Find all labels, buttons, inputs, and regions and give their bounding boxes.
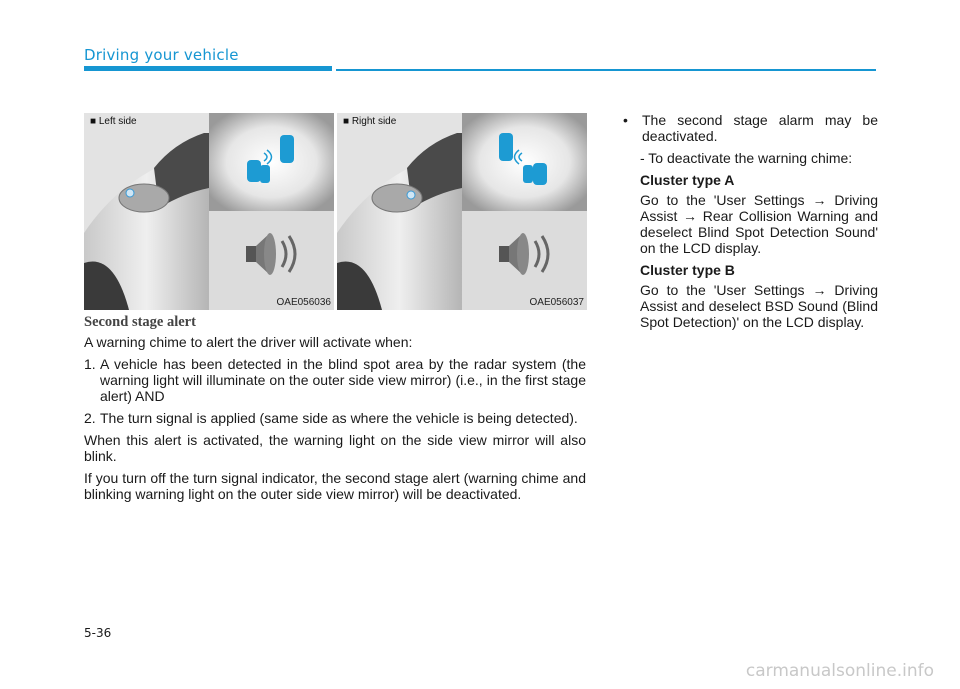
intro-paragraph: A warning chime to alert the driver will activate when: (84, 334, 413, 350)
section-title: Driving your vehicle (84, 46, 239, 64)
page-number: 5-36 (84, 626, 112, 640)
figure-label: ■ Right side (343, 116, 397, 127)
figure-label: ■ Left side (90, 116, 137, 127)
bullet-item (621, 112, 878, 144)
deactivate-instruction: - To deactivate the warning chime: (640, 150, 853, 166)
header-rule-thin (336, 69, 876, 71)
bullet-text: The second stage alarm may be deactivated. (642, 112, 878, 144)
cluster-b-text: Go to the 'User Settings → Driving Assist and deselect BSD Sound (Blind Spot Detection)' on the LCD display. (640, 282, 878, 330)
watermark: carmanualsonline.info (745, 661, 934, 681)
figure-left-side (84, 113, 334, 310)
body-paragraph: If you turn off the turn signal indicator, the second stage alert (warning chime and blinking warning light on the outer side view mirror) will be deactivated. (84, 470, 586, 502)
header-rule-thick (84, 66, 332, 71)
section-heading: Second stage alert (84, 314, 196, 330)
figure-left-illustration (84, 113, 334, 310)
list-item (84, 410, 586, 426)
main-text-column (84, 314, 586, 508)
cluster-b-heading: Cluster type B (640, 262, 735, 278)
list-text: The turn signal is applied (same side as where the vehicle is being detected). (100, 410, 578, 426)
cluster-a-heading: Cluster type A (640, 172, 735, 188)
body-paragraph: When this alert is activated, the warning light on the side view mirror will also blink. (84, 432, 586, 464)
list-number: 1. (84, 356, 96, 372)
list-item (84, 356, 586, 404)
bullet-icon: • (623, 112, 628, 128)
list-number: 2. (84, 410, 96, 426)
side-text-column (621, 112, 878, 336)
figure-right-side (337, 113, 587, 310)
cluster-a-text: Go to the 'User Settings → Driving Assist → Rear Collision Warning and deselect Blind Spot Detection Sound' on the LCD display. (640, 192, 878, 256)
figure-code: OAE056037 (529, 297, 584, 308)
figure-code: OAE056036 (276, 297, 331, 308)
list-text: A vehicle has been detected in the blind spot area by the radar system (the warning light will illuminate on the outer side view mirror) (i.e., in the first stage alert) AND (100, 356, 586, 404)
figure-right-illustration (337, 113, 587, 310)
